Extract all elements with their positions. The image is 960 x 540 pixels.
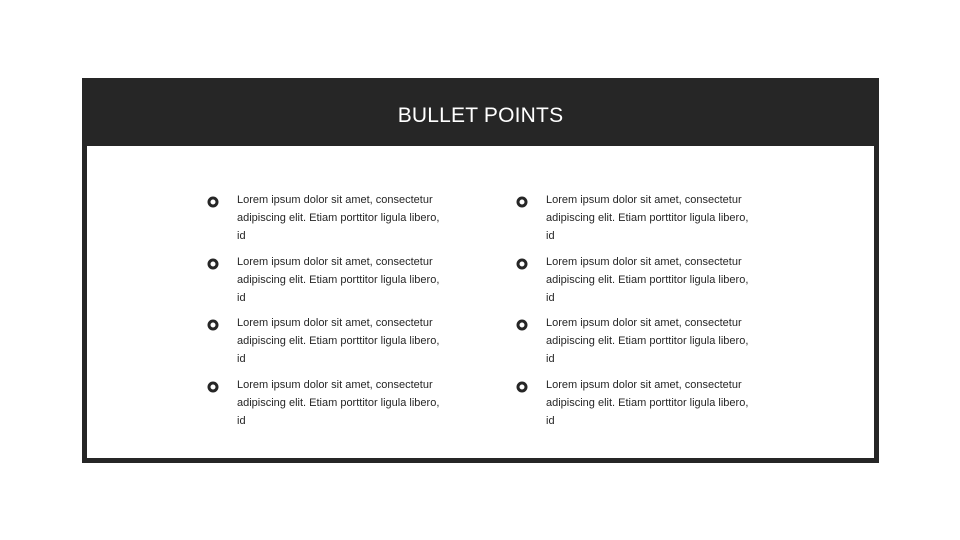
ring-bullet-icon	[516, 258, 528, 270]
bullet-item	[514, 253, 764, 315]
ring-bullet-icon	[516, 381, 528, 393]
title-bar	[82, 78, 879, 146]
bullet-item	[514, 376, 764, 438]
right-bullet-column	[514, 191, 764, 437]
bullet-text: Lorem ipsum dolor sit amet, consectetur adipiscing elit. Etiam porttitor ligula libero, id	[237, 378, 440, 427]
bullet-item	[205, 191, 455, 253]
left-bullet-column	[205, 191, 455, 437]
bullet-text: Lorem ipsum dolor sit amet, consectetur adipiscing elit. Etiam porttitor ligula libero, id	[546, 255, 749, 304]
bullet-text: Lorem ipsum dolor sit amet, consectetur adipiscing elit. Etiam porttitor ligula libero, id	[237, 317, 440, 365]
bullet-item	[514, 314, 764, 376]
ring-bullet-icon	[207, 258, 219, 270]
ring-bullet-icon	[207, 319, 219, 331]
bullet-text: Lorem ipsum dolor sit amet, consectetur adipiscing elit. Etiam porttitor ligula libero, id	[237, 194, 440, 242]
ring-bullet-icon	[207, 381, 219, 393]
ring-bullet-icon	[516, 196, 528, 208]
bullet-item	[205, 376, 455, 438]
bullet-text: Lorem ipsum dolor sit amet, consectetur adipiscing elit. Etiam porttitor ligula libero, id	[237, 255, 440, 304]
bullet-text: Lorem ipsum dolor sit amet, consectetur adipiscing elit. Etiam porttitor ligula libero, id	[546, 317, 749, 365]
ring-bullet-icon	[207, 196, 219, 208]
bullet-item	[205, 314, 455, 376]
bullet-item	[205, 253, 455, 315]
bullet-item	[514, 191, 764, 253]
content-frame	[82, 78, 879, 463]
bullet-text: Lorem ipsum dolor sit amet, consectetur adipiscing elit. Etiam porttitor ligula libero, id	[546, 194, 749, 242]
ring-bullet-icon	[516, 319, 528, 331]
slide-title: BULLET POINTS	[397, 104, 564, 127]
bullet-text: Lorem ipsum dolor sit amet, consectetur adipiscing elit. Etiam porttitor ligula libero, id	[546, 378, 749, 427]
